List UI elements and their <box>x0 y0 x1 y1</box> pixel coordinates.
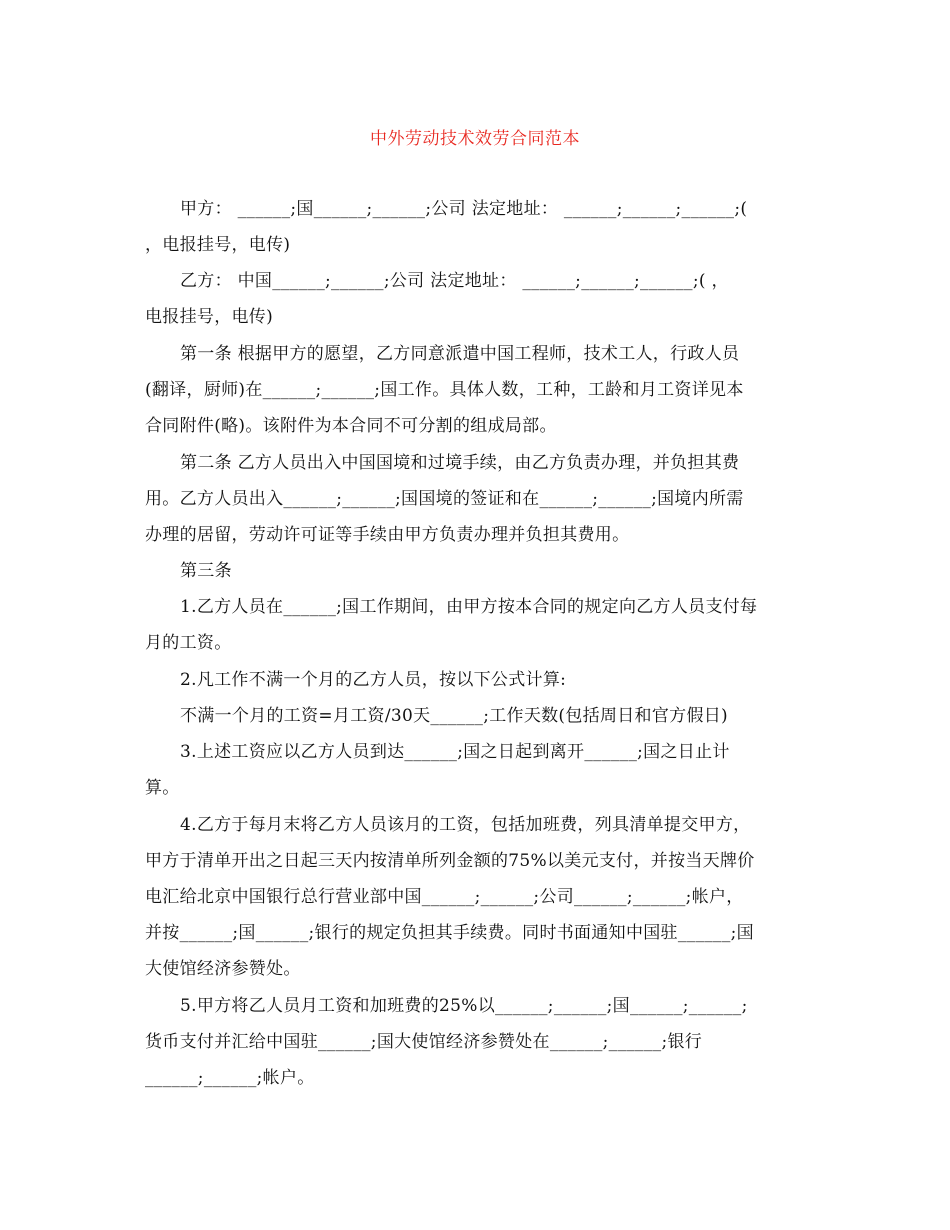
clause-2-formula: 不满一个月的工资=月工资/30天______;工作天数(包括周日和官方假日) <box>180 706 728 726</box>
clause-5-line-1: 5.甲方将乙人员月工资和加班费的25%以______;______;国______;______; <box>180 996 748 1016</box>
party-b-line-1: 乙方： 中国______;______;公司 法定地址： ______;______;______;( ， <box>180 271 729 291</box>
clause-4-line-5: 大使馆经济参赞处。 <box>145 959 301 979</box>
clause-4-line-2: 甲方于清单开出之日起三天内按清单所列金额的75%以美元支付，并按当天牌价 <box>145 851 755 871</box>
article-1-line-1: 第一条 根据甲方的愿望，乙方同意派遣中国工程师，技术工人，行政人员 <box>180 344 740 364</box>
party-a-line-1: 甲方： ______;国______;______;公司 法定地址： ______;______;______;( <box>180 199 748 219</box>
article-1-line-2: (翻译，厨师)在______;______;国工作。具体人数，工种，工龄和月工资详见本 <box>145 380 744 400</box>
article-2-line-3: 办理的居留，劳动许可证等手续由甲方负责办理并负担其费用。 <box>145 525 630 545</box>
article-2-line-1: 第二条 乙方人员出入中国国境和过境手续，由乙方负责办理，并负担其费 <box>180 453 740 473</box>
clause-1-line-1: 1.乙方人员在______;国工作期间，由甲方按本合同的规定向乙方人员支付每 <box>180 597 758 617</box>
clause-3-line-2: 算。 <box>145 778 180 798</box>
article-3-heading: 第三条 <box>180 561 232 581</box>
clause-1-line-2: 月的工资。 <box>145 633 232 653</box>
article-2-line-2: 用。乙方人员出入______;______;国国境的签证和在______;______;国境内所需 <box>145 489 744 509</box>
party-a-line-2: ，电报挂号，电传) <box>145 235 291 255</box>
clause-4-line-3: 电汇给北京中国银行总行营业部中国______;______;公司______;______;帐户， <box>145 887 744 907</box>
clause-4-line-4: 并按______;国______;银行的规定负担其手续费。同时书面通知中国驻______;国 <box>145 923 754 943</box>
clause-5-line-3: ______;______;帐户。 <box>145 1068 315 1088</box>
clause-4-line-1: 4.乙方于每月末将乙方人员该月的工资，包括加班费，列具清单提交甲方， <box>180 815 751 835</box>
clause-2-line-1: 2.凡工作不满一个月的乙方人员，按以下公式计算: <box>180 670 567 690</box>
clause-5-line-2: 货币支付并汇给中国驻______;国大使馆经济参赞处在______;______;银行 <box>145 1032 703 1052</box>
document-title: 中外劳动技术效劳合同范本 <box>370 129 580 149</box>
party-b-line-2: 电报挂号，电传) <box>145 307 274 327</box>
article-1-line-3: 合同附件(略)。该附件为本合同不可分割的组成局部。 <box>145 416 557 436</box>
clause-3-line-1: 3.上述工资应以乙方人员到达______;国之日起到离开______;国之日止计 <box>180 742 730 762</box>
